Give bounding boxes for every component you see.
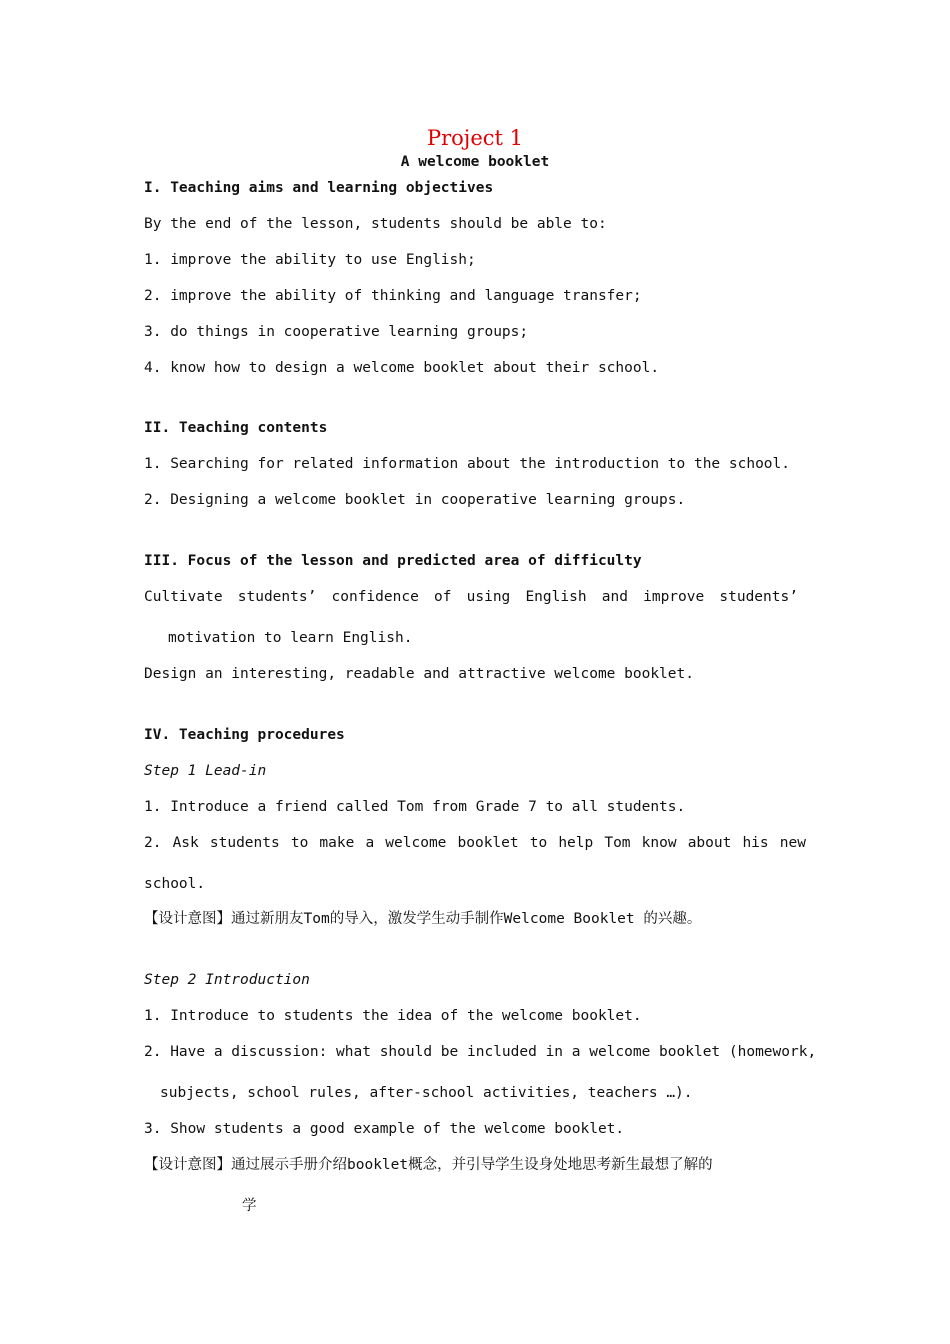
focus-line-1 bbox=[144, 587, 798, 607]
contents-item-1: 1. Searching for related information about the introduction to the school. bbox=[144, 456, 791, 472]
step-word: know bbox=[641, 835, 677, 851]
step-word: Tom bbox=[604, 835, 631, 851]
step-1-title: Step 1 Lead-in bbox=[144, 763, 267, 779]
step-word: make bbox=[319, 835, 355, 851]
section-heading-aims: I. Teaching aims and learning objectives bbox=[144, 180, 494, 196]
contents-item-2: 2. Designing a welcome booklet in cooperative learning groups. bbox=[144, 492, 686, 508]
focus-word: English bbox=[525, 589, 587, 605]
focus-line-2: Design an interesting, readable and attractive welcome booklet. bbox=[144, 666, 694, 682]
step-1-item-2 bbox=[144, 833, 806, 853]
step-word: new bbox=[779, 835, 806, 851]
focus-word: improve bbox=[643, 589, 705, 605]
step-word: to bbox=[529, 835, 548, 851]
focus-word: students’ bbox=[237, 589, 317, 605]
step-word: his bbox=[742, 835, 769, 851]
step-2-title: Step 2 Introduction bbox=[144, 972, 310, 988]
aims-item-3: 3. do things in cooperative learning groups; bbox=[144, 324, 529, 340]
step-word: booklet bbox=[457, 835, 519, 851]
section-heading-contents: II. Teaching contents bbox=[144, 420, 328, 436]
step-word: Ask bbox=[172, 835, 199, 851]
focus-word: using bbox=[466, 589, 511, 605]
step-word: 2. bbox=[144, 835, 162, 851]
focus-word: of bbox=[433, 589, 452, 605]
step-1-design-intent: 【设计意图】通过新朋友Tom的导入，激发学生动手制作Welcome Booklet 的兴趣。 bbox=[144, 911, 702, 927]
focus-line-1-cont: motivation to learn English. bbox=[168, 630, 413, 646]
step-word: a bbox=[365, 835, 375, 851]
step-2-design-intent: 【设计意图】通过展示手册介绍booklet概念，并引导学生设身处地思考新生最想了解的 bbox=[144, 1157, 713, 1173]
step-word: students bbox=[209, 835, 280, 851]
aims-item-2: 2. improve the ability of thinking and language transfer; bbox=[144, 288, 642, 304]
step-2-item-2: 2. Have a discussion: what should be included in a welcome booklet (homework, bbox=[144, 1044, 817, 1060]
focus-word: confidence bbox=[331, 589, 419, 605]
step-2-item-1: 1. Introduce to students the idea of the welcome booklet. bbox=[144, 1008, 642, 1024]
document-subtitle: A welcome booklet bbox=[400, 154, 550, 170]
step-1-item-1: 1. Introduce a friend called Tom from Grade 7 to all students. bbox=[144, 799, 686, 815]
step-2-item-3: 3. Show students a good example of the welcome booklet. bbox=[144, 1121, 625, 1137]
step-2-design-intent-cont: 学 bbox=[242, 1198, 257, 1214]
document-title: Project 1 bbox=[427, 126, 523, 150]
step-1-item-2-cont: school. bbox=[144, 876, 206, 892]
aims-item-4: 4. know how to design a welcome booklet about their school. bbox=[144, 360, 660, 376]
step-2-item-2-cont: subjects, school rules, after-school activities, teachers …). bbox=[160, 1085, 693, 1101]
aims-item-1: 1. improve the ability to use English; bbox=[144, 252, 476, 268]
focus-word: and bbox=[601, 589, 628, 605]
step-word: about bbox=[687, 835, 732, 851]
section-heading-focus: III. Focus of the lesson and predicted area of difficulty bbox=[144, 553, 642, 569]
step-word: to bbox=[290, 835, 309, 851]
step-word: welcome bbox=[385, 835, 447, 851]
section-heading-procedures: IV. Teaching procedures bbox=[144, 727, 345, 743]
aims-intro: By the end of the lesson, students should be able to: bbox=[144, 216, 607, 232]
focus-word: Cultivate bbox=[144, 589, 223, 605]
focus-word: students’ bbox=[719, 589, 798, 605]
step-word: help bbox=[558, 835, 594, 851]
